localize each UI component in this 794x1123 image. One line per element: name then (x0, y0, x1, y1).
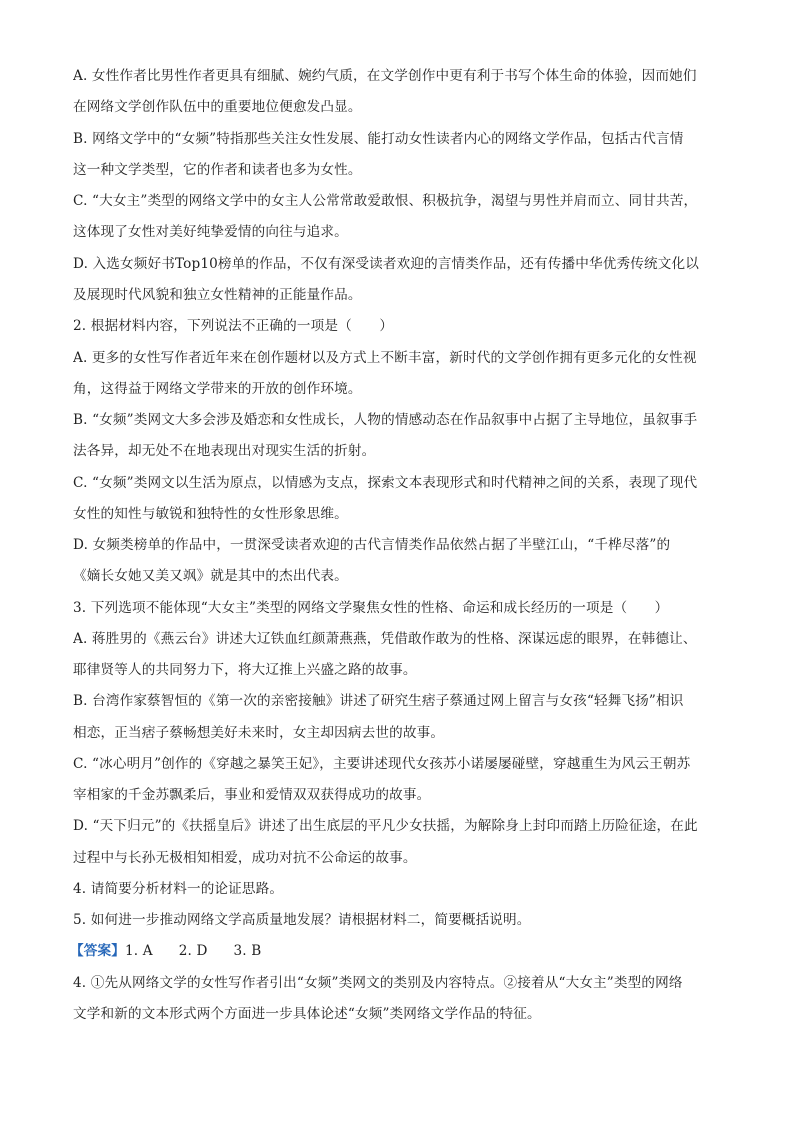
q1-option-c-line-2: 这体现了女性对美好纯挚爱情的向往与追求。 (73, 224, 348, 240)
q3-option-d-line-1: D. “天下归元”的《扶摇皇后》讲述了出生底层的平凡少女扶摇，为解除身上封印而踏上历险征途，在此 (73, 818, 698, 834)
q2-option-a-line-1: A. 更多的女性写作者近年来在创作题材以及方式上不断丰富，新时代的文学创作拥有更多元化的女性视 (73, 350, 697, 366)
q3-option-d-line-2: 过程中与长孙无极相知相爱，成功对抗不公命运的故事。 (73, 850, 417, 866)
answer-tag: 【答案】 (70, 943, 125, 959)
answer-1: 1. A (124, 943, 153, 959)
q1-option-a-line-1: A. 女性作者比男性作者更具有细腻、婉约气质，在文学创作中更有利于书写个体生命的体验，因而她们 (73, 68, 697, 84)
q1-option-b-line-1: B. 网络文学中的“女频”特指那些关注女性发展、能打动女性读者内心的网络文学作品，包括古代言情 (73, 131, 684, 147)
answer-4-line-1: 4. ①先从网络文学的女性写作者引出“女频”类网文的类别及内容特点。②接着从“大女主”类型的网络 (73, 975, 683, 991)
q2-option-c-line-1: C. “女频”类网文以生活为原点，以情感为支点，探索文本表现形式和时代精神之间的关系，表现了现代 (73, 475, 698, 491)
q2-option-c-line-2: 女性的知性与敏锐和独特性的女性形象思维。 (73, 506, 348, 522)
q2-stem: 2. 根据材料内容，下列说法不正确的一项是（ ） (73, 318, 394, 334)
answer-line (70, 941, 734, 961)
q1-option-d-line-1: D. 入选女频好书Top10榜单的作品，不仅有深受读者欢迎的言情类作品，还有传播中华优秀传统文化以 (73, 256, 699, 272)
q2-option-d-line-2: 《嫡长女她又美又飒》就是其中的杰出代表。 (73, 568, 348, 584)
q1-option-b-line-2: 这一种文学类型，它的作者和读者也多为女性。 (73, 162, 362, 178)
q1-option-a-line-2: 在网络文学创作队伍中的重要地位便愈发凸显。 (73, 99, 362, 115)
answer-4-line-2: 文学和新的文本形式两个方面进一步具体论述“女频”类网络文学作品的特征。 (73, 1006, 541, 1022)
q2-option-b-line-1: B. “女频”类网文大多会涉及婚恋和女性成长，人物的情感动态在作品叙事中占据了主导地位，虽叙事手 (73, 412, 698, 428)
answer-3: 3. B (233, 943, 262, 959)
q3-option-a-line-1: A. 蒋胜男的《燕云台》讲述大辽铁血红颜萧燕燕，凭借敢作敢为的性格、深谋远虑的眼界，在韩德让、 (73, 631, 697, 647)
q4-stem: 4. 请简要分析材料一的论证思路。 (73, 881, 284, 897)
q3-option-b-line-2: 相恋，正当痞子蔡畅想美好未来时，女主却因病去世的故事。 (73, 725, 445, 741)
q2-option-a-line-2: 角，这得益于网络文学带来的开放的创作环境。 (73, 381, 362, 397)
q1-option-d-line-2: 及展现时代风貌和独立女性精神的正能量作品。 (73, 287, 362, 303)
q3-option-b-line-1: B. 台湾作家蔡智恒的《第一次的亲密接触》讲述了研究生痞子蔡通过网上留言与女孩“轻舞飞扬”相识 (73, 693, 684, 709)
q2-option-b-line-2: 法各异，却无处不在地表现出对现实生活的折射。 (73, 443, 376, 459)
q2-option-d-line-1: D. 女频类榜单的作品中，一贯深受读者欢迎的古代言情类作品依然占据了半壁江山，“千桦尽落”的 (73, 537, 671, 553)
q5-stem: 5. 如何进一步推动网络文学高质量地发展？请根据材料二，简要概括说明。 (73, 912, 531, 928)
answer-2: 2. D (178, 943, 208, 959)
q3-option-c-line-1: C. “冰心明月”创作的《穿越之暴笑王妃》，主要讲述现代女孩苏小诺屡屡碰壁，穿越重生为风云王朝苏 (73, 756, 691, 772)
q3-option-a-line-2: 耶律贤等人的共同努力下，将大辽推上兴盛之路的故事。 (73, 662, 417, 678)
q3-option-c-line-2: 宰相家的千金苏飘柔后，事业和爱情双双获得成功的故事。 (73, 787, 431, 803)
q3-stem: 3. 下列选项不能体现“大女主”类型的网络文学聚焦女性的性格、命运和成长经历的一项是（ ） (73, 600, 669, 616)
q1-option-c-line-1: C. “大女主”类型的网络文学中的女主人公常常敢爱敢恨、积极抗争，渴望与男性并肩而立、同甘共苦， (73, 193, 698, 209)
